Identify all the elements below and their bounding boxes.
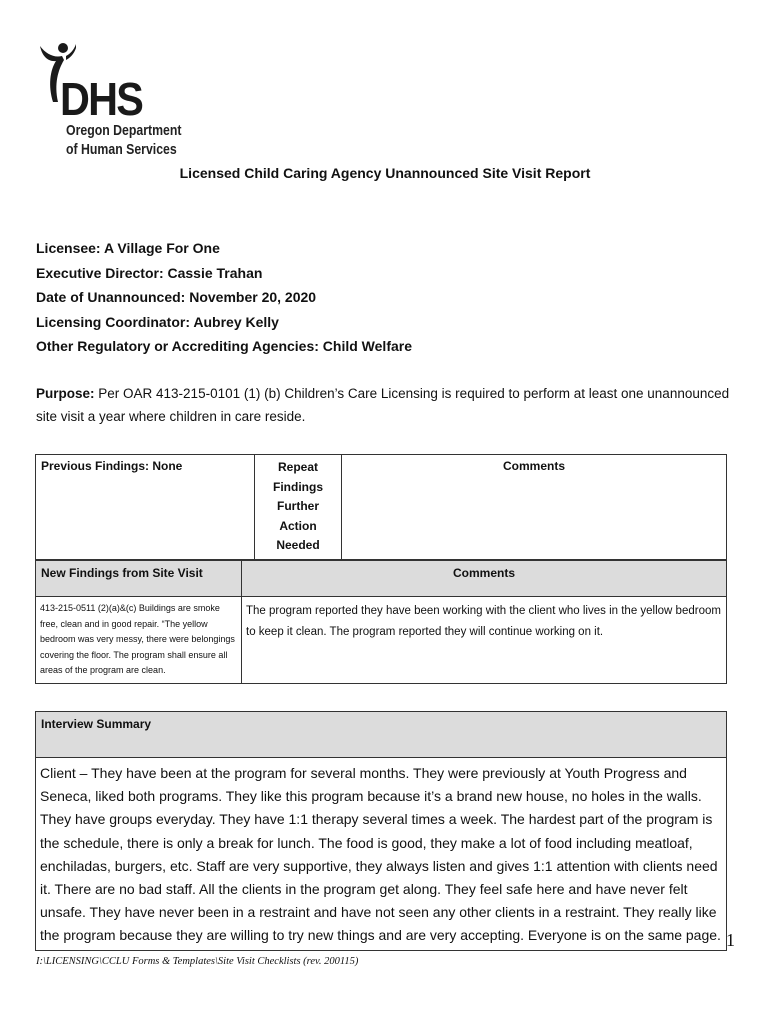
new-findings-header-label: New Findings from Site Visit [41,566,203,580]
page-number: 1 [726,930,735,950]
repeat-findings-header [255,455,342,560]
licensing-coordinator: Licensing Coordinator: Aubrey Kelly [36,313,279,330]
interview-text: Client – They have been at the program for several months. They were previously at Youth Progress and Seneca, liked both programs. They like this program because it’s a brand new house, no holes in the walls. They have groups everyday. They have 1:1 therapy several times a week. The hardest part of the program is the schedule, there is only a break for lunch. The food is good, they make a lot of food including meatloaf, enchiladas, burgers, etc. Staff are very supportive, they always listen and gives 1:1 attention with clients need it. There are no bad staff. All the clients in the program get along. They feel safe here and have never felt unsafe. They have never been in a restraint and have not seen any other clients in a restraint. They really like the program because they are willing to try new things and are very accepting. Everyone is on the same page. [40,765,721,944]
finding-comment-text: The program reported they have been working with the client who lives in the yellow bedroom to keep it clean. The program reported they will continue working on it. [246,605,721,638]
purpose-label: Purpose: [36,386,95,401]
new-comments-header [242,561,727,597]
finding-text: 413-215-0511 (2)(a)&(c) Buildings are smoke free, clean and in good repair. “The yellow bedroom was very messy, there were belongings covering the floor. The program shall ensure all areas of the program are clean. [40,603,235,675]
previous-comments-label: Comments [502,459,565,473]
repeat-findings-label: Repeat Findings Further Action Needed [273,460,323,552]
new-findings-header [36,561,242,597]
logo-line-2: of Human Services [66,141,177,158]
report-title: Licensed Child Caring Agency Unannounced Site Visit Report [179,165,591,181]
purpose-text: Per OAR 413-215-0101 (1) (b) Children’s Care Licensing is required to perform at least one unannounced site visit a year where children in care reside. [36,386,730,424]
interview-header [36,712,727,758]
dhs-logo [36,40,186,165]
finding-cell [36,597,242,684]
interview-header-label: Interview Summary [41,717,152,731]
purpose-paragraph [36,382,741,428]
new-comments-header-label: Comments [452,566,515,580]
logo-acronym: DHS [60,73,143,125]
interview-table [35,711,727,951]
new-findings-table [35,560,727,684]
other-agencies: Other Regulatory or Accrediting Agencies: Child Welfare [36,338,412,354]
executive-director: Executive Director: Cassie Trahan [36,264,263,281]
logo-line-1: Oregon Department [66,122,182,139]
previous-findings-table [35,454,727,560]
previous-findings-label: Previous Findings: None [41,459,183,473]
interview-body [36,758,727,951]
report-info [36,236,412,359]
footer-file-path: I:\LICENSING\CCLU Forms & Templates\Site Visit Checklists (rev. 200115) [36,956,359,967]
finding-comment-cell [242,597,727,684]
previous-comments-header [342,455,727,560]
licensee: Licensee: A Village For One [36,240,220,256]
previous-findings-cell [36,455,255,560]
visit-date: Date of Unannounced: November 20, 2020 [36,289,317,305]
